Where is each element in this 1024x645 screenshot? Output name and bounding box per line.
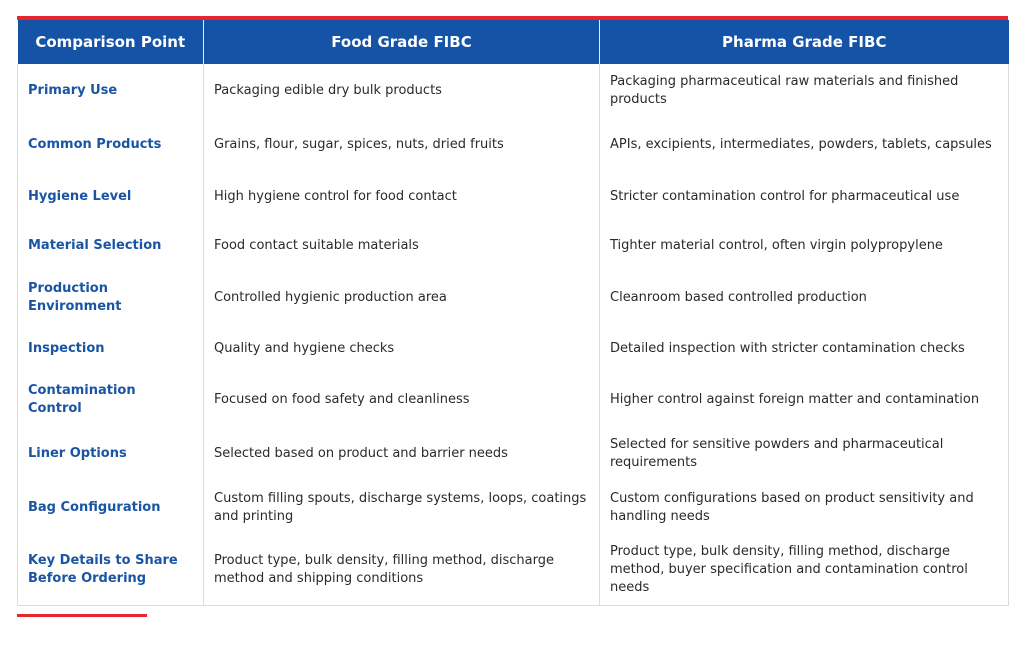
- row-label: Production Environment: [18, 270, 204, 326]
- header-pharma-grade: Pharma Grade FIBC: [600, 20, 1009, 64]
- food-cell: Controlled hygienic production area: [204, 270, 600, 326]
- pharma-cell: Custom configurations based on product sensitivity and handling needs: [600, 480, 1009, 536]
- food-cell: Grains, flour, sugar, spices, nuts, dried fruits: [204, 118, 600, 172]
- pharma-cell: Tighter material control, often virgin polypropylene: [600, 222, 1009, 270]
- header-food-grade: Food Grade FIBC: [204, 20, 600, 64]
- row-label: Common Products: [18, 118, 204, 172]
- table-row: [18, 428, 1009, 480]
- row-label: Contamination Control: [18, 372, 204, 428]
- table-row: [18, 536, 1009, 605]
- row-label: Bag Configuration: [18, 480, 204, 536]
- food-cell: Selected based on product and barrier needs: [204, 428, 600, 480]
- food-cell: Packaging edible dry bulk products: [204, 64, 600, 118]
- row-label: Material Selection: [18, 222, 204, 270]
- bottom-accent-rule: [17, 614, 147, 617]
- row-label: Liner Options: [18, 428, 204, 480]
- row-label: Primary Use: [18, 64, 204, 118]
- pharma-cell: Stricter contamination control for pharmaceutical use: [600, 172, 1009, 222]
- row-label: Hygiene Level: [18, 172, 204, 222]
- pharma-cell: Higher control against foreign matter and contamination: [600, 372, 1009, 428]
- table-row: [18, 172, 1009, 222]
- table-row: [18, 270, 1009, 326]
- table-row: [18, 326, 1009, 372]
- header-comparison-point: Comparison Point: [18, 20, 204, 64]
- table-header-row: [18, 20, 1009, 64]
- pharma-cell: Selected for sensitive powders and pharmaceutical requirements: [600, 428, 1009, 480]
- table-row: [18, 480, 1009, 536]
- food-cell: Focused on food safety and cleanliness: [204, 372, 600, 428]
- row-label: Inspection: [18, 326, 204, 372]
- table-row: [18, 222, 1009, 270]
- pharma-cell: Product type, bulk density, filling method, discharge method, buyer specification and contamination control needs: [600, 536, 1009, 605]
- food-cell: Product type, bulk density, filling method, discharge method and shipping conditions: [204, 536, 600, 605]
- comparison-table: [17, 20, 1009, 606]
- table-row: [18, 64, 1009, 118]
- food-cell: High hygiene control for food contact: [204, 172, 600, 222]
- row-label: Key Details to Share Before Ordering: [18, 536, 204, 605]
- pharma-cell: Detailed inspection with stricter contamination checks: [600, 326, 1009, 372]
- food-cell: Food contact suitable materials: [204, 222, 600, 270]
- pharma-cell: Packaging pharmaceutical raw materials and finished products: [600, 64, 1009, 118]
- table-row: [18, 372, 1009, 428]
- food-cell: Quality and hygiene checks: [204, 326, 600, 372]
- pharma-cell: APIs, excipients, intermediates, powders, tablets, capsules: [600, 118, 1009, 172]
- food-cell: Custom filling spouts, discharge systems, loops, coatings and printing: [204, 480, 600, 536]
- pharma-cell: Cleanroom based controlled production: [600, 270, 1009, 326]
- table-row: [18, 118, 1009, 172]
